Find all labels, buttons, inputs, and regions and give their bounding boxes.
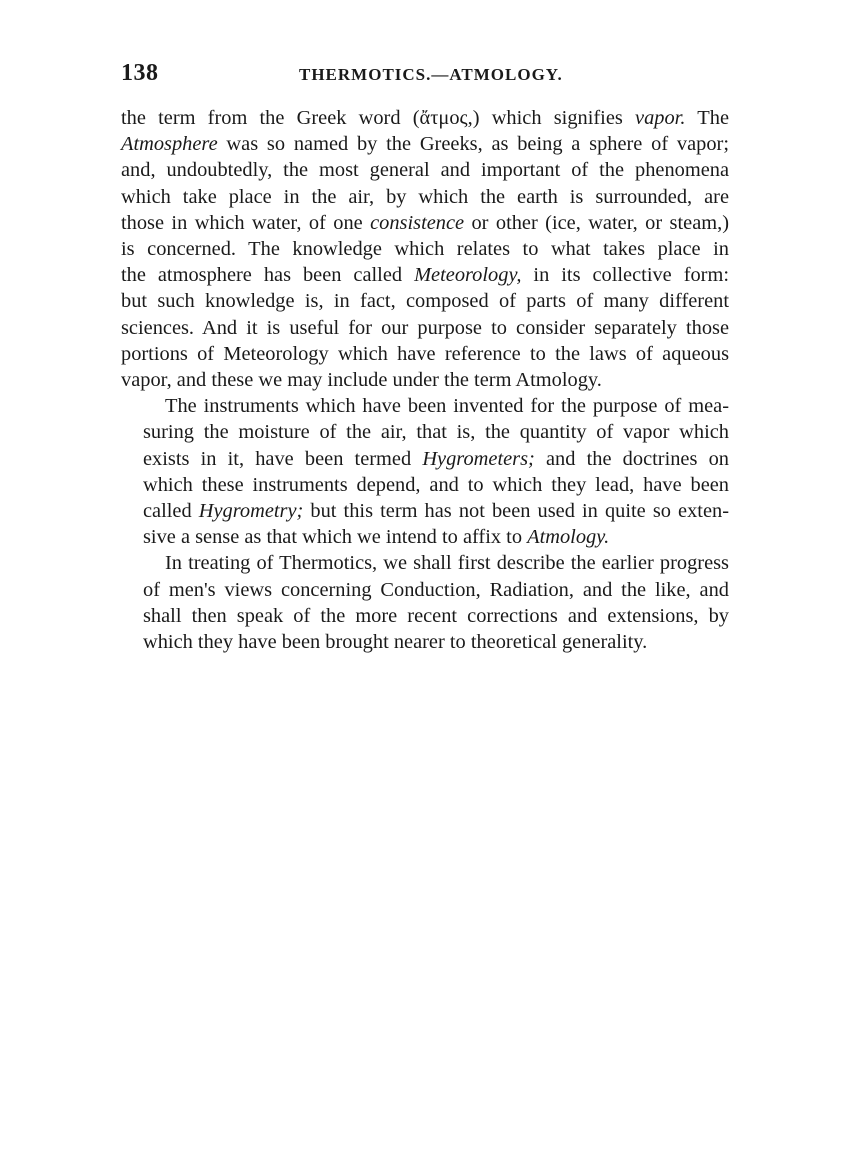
text-run: vapor, and these we may include under the term Atmology. xyxy=(121,369,602,392)
text-line xyxy=(121,472,729,498)
text-run: The xyxy=(685,107,730,129)
italic-term: Atmosphere xyxy=(121,133,218,156)
text-run: those in which water, of one xyxy=(121,211,371,234)
text-run: suring the moisture of the air, that is, the quantity of vapor which xyxy=(143,421,729,444)
italic-term: Atmology. xyxy=(527,526,610,549)
text-line xyxy=(121,524,729,550)
paragraph xyxy=(121,550,729,655)
text-run: was so named by the Greeks, as being a sphere of vapor; xyxy=(217,133,729,156)
text-run: and, undoubtedly, the most general and important of the phenomena xyxy=(121,159,729,182)
text-run: which they have been brought nearer to theoretical generality. xyxy=(143,631,648,654)
body-text xyxy=(121,105,729,655)
italic-term: consistence xyxy=(370,211,465,234)
text-line xyxy=(121,446,729,472)
page-header xyxy=(121,60,729,90)
text-run: shall then speak of the more recent corrections and extensions, by xyxy=(143,604,729,627)
text-run: the term from the Greek word (ἄτμος,) which signifies xyxy=(121,107,636,129)
running-head: THERMOTICS.—ATMOLOGY. xyxy=(299,65,563,84)
text-line xyxy=(121,577,729,603)
text-run: and the doctrines on xyxy=(534,447,729,470)
text-line xyxy=(121,157,729,183)
italic-term: Hygrometry; xyxy=(198,500,304,523)
text-run: The instruments which have been invented for the purpose of mea- xyxy=(165,395,729,418)
text-line xyxy=(121,315,729,341)
text-run: in its collective form: xyxy=(521,264,729,287)
text-line xyxy=(121,262,729,288)
italic-term: Hygrometers; xyxy=(422,447,535,470)
text-line xyxy=(121,210,729,236)
text-run: but this term has not been used in quite so exten- xyxy=(303,500,729,523)
text-run: but such knowledge is, in fact, composed of parts of many different xyxy=(121,290,729,313)
text-line xyxy=(121,367,729,393)
italic-term: vapor. xyxy=(635,107,686,129)
text-line xyxy=(121,393,729,419)
text-run: sive a sense as that which we intend to affix to xyxy=(143,526,528,549)
text-line xyxy=(121,498,729,524)
text-run: portions of Meteorology which have reference to the laws of aqueous xyxy=(121,342,729,365)
text-run: or other (ice, water, or steam,) xyxy=(464,211,729,234)
text-line xyxy=(121,341,729,367)
text-line xyxy=(121,603,729,629)
text-line xyxy=(121,105,729,131)
text-line xyxy=(121,131,729,157)
paragraph xyxy=(121,105,729,393)
text-line xyxy=(121,236,729,262)
paragraph xyxy=(121,393,729,550)
text-run: of men's views concerning Conduction, Radiation, and the like, and xyxy=(143,578,729,601)
text-run: sciences. And it is useful for our purpose to consider separately those xyxy=(121,316,729,339)
text-run: the atmosphere has been called xyxy=(121,264,415,287)
page-number: 138 xyxy=(121,60,159,86)
italic-term: Meteorology, xyxy=(414,264,522,287)
text-run: called xyxy=(143,500,199,523)
text-run: is concerned. The knowledge which relates to what takes place in xyxy=(121,238,729,261)
text-run: which these instruments depend, and to which they lead, have been xyxy=(143,473,729,496)
text-line xyxy=(121,288,729,314)
text-line xyxy=(121,419,729,445)
text-line xyxy=(121,629,729,655)
text-run: exists in it, have been termed xyxy=(143,447,423,470)
text-run: In treating of Thermotics, we shall first describe the earlier progress xyxy=(165,552,729,575)
text-line xyxy=(121,184,729,210)
text-run: which take place in the air, by which the earth is surrounded, are xyxy=(121,185,729,208)
text-line xyxy=(121,550,729,576)
